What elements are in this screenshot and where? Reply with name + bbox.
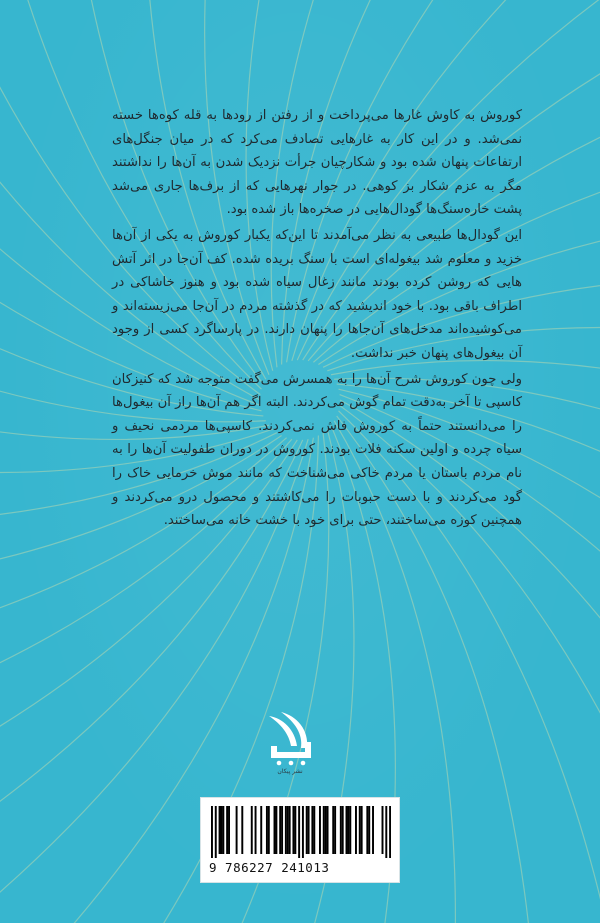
barcode-bar (266, 806, 268, 854)
barcode-bar (215, 806, 217, 858)
barcode-bar (292, 806, 294, 854)
barcode-bar (311, 806, 313, 854)
barcode-bar (219, 806, 221, 854)
barcode-bar (340, 806, 342, 854)
barcode-bar (389, 806, 391, 858)
publisher-caption: نشر پیکان (277, 768, 303, 775)
barcode-bar (275, 806, 277, 854)
barcode-bar (319, 806, 321, 854)
blurb-paragraph-3: ولی چون کوروش شرح آن‌ها را به همسرش می‌گفت متوجه شد که کنیزکان کاسپی تا آخر به‌دقت تمام گوش می‌کردند. البته اگر هم آن‌ها راز آن بیغول‌ها را می‌دانستند حتماً به کوروش فاش نمی‌کردند. کاسپی‌ها مردمی نحیف و سیاه چرده و اولین سکنه فلات بودند. کوروش در دوران طفولیت آن‌ها را به نام مردم باستان یا مردم خاکی می‌شناخت که مانند موش خرمایی خاک را گود می‌کردند و با دست حبوبات را می‌کاشتند و محصول درو می‌کردند و همچنین کوزه می‌ساختند، حتی برای خود با خشت خانه می‌ساختند. (112, 371, 522, 529)
barcode-bar (308, 806, 310, 854)
barcode-bar (347, 806, 349, 854)
barcode-bar (285, 806, 287, 854)
barcode-bar (366, 806, 368, 854)
barcode-bar (236, 806, 238, 854)
isbn-number: 9 786227 241013 (209, 860, 330, 875)
barcode-bar (346, 806, 348, 854)
barcode-bar (327, 806, 329, 854)
barcode-bar (298, 806, 300, 858)
publisher-bird-logo-icon (263, 708, 319, 768)
barcode-bar (279, 806, 281, 854)
barcode-bar (334, 806, 336, 854)
barcode-bar (211, 806, 213, 858)
barcode-bar (241, 806, 243, 854)
barcode-bar (349, 806, 351, 854)
barcode-bar (355, 806, 357, 854)
barcode-bar (228, 806, 230, 854)
blurb-paragraph-1: کوروش به کاوش غارها می‌پرداخت و از رفتن از رودها به قله کوه‌ها خسته نمی‌شد. و در این کار به غارهایی تصادف می‌کرد که در میان جنگل‌های ارتفاعات پنهان شده بود و شکارچیان جرأت نزدیک شدن به آن‌ها را نداشتند مگر به عزم شکار بز کوهی. در جوار نهرهایی که از برف‌ها جاری می‌شد پشت خاره‌سنگ‌ها گودال‌هایی در صخره‌ها باز شده بود. (112, 108, 522, 218)
barcode-bar (323, 806, 325, 854)
barcode-bar (222, 806, 224, 854)
barcode-bar (342, 806, 344, 854)
isbn-barcode (200, 797, 400, 883)
barcode-bar (251, 806, 253, 854)
barcode-bar (287, 806, 289, 854)
barcode-bars (211, 806, 391, 858)
barcode-bar (361, 806, 363, 854)
barcode-bar (325, 806, 327, 854)
barcode-bar (306, 806, 308, 854)
barcode-bar (260, 806, 262, 854)
barcode-bar (332, 806, 334, 854)
barcode-bar (226, 806, 228, 854)
barcode-bar (372, 806, 374, 854)
barcode-bar (255, 806, 257, 854)
barcode-bar (289, 806, 291, 854)
barcode-bar (359, 806, 361, 854)
barcode-bar (281, 806, 283, 854)
barcode-bar (368, 806, 370, 854)
barcode-bar (274, 806, 276, 854)
barcode-bar (268, 806, 270, 854)
barcode-bar (313, 806, 315, 854)
barcode-bar (220, 806, 222, 854)
blurb-text-block (112, 104, 522, 535)
barcode-bar (294, 806, 296, 854)
blurb-paragraph-2: این گودال‌ها طبیعی به نظر می‌آمدند تا این‌که یکبار کوروش به یکی از آن‌ها خزید و معلوم شد بیغوله‌ای است با سنگ بریده شده. کف آن‌جا در اثر آتش هایی که روشن کرده بودند مانند زغال سیاه شده بود و هنوز خاشاکی در اطراف باقی بود. با خود اندیشید که در گذشته مردم در آن‌جا می‌زیسته‌اند و می‌کوشیده‌اند مدخل‌های آن‌جاها را پنهان دارند. در پارساگرد کسی از وجود آن بیغول‌های پنهان خبر نداشت. (112, 227, 522, 361)
barcode-bar (382, 806, 384, 854)
barcode-bar (302, 806, 304, 858)
barcode-bar (385, 806, 387, 858)
